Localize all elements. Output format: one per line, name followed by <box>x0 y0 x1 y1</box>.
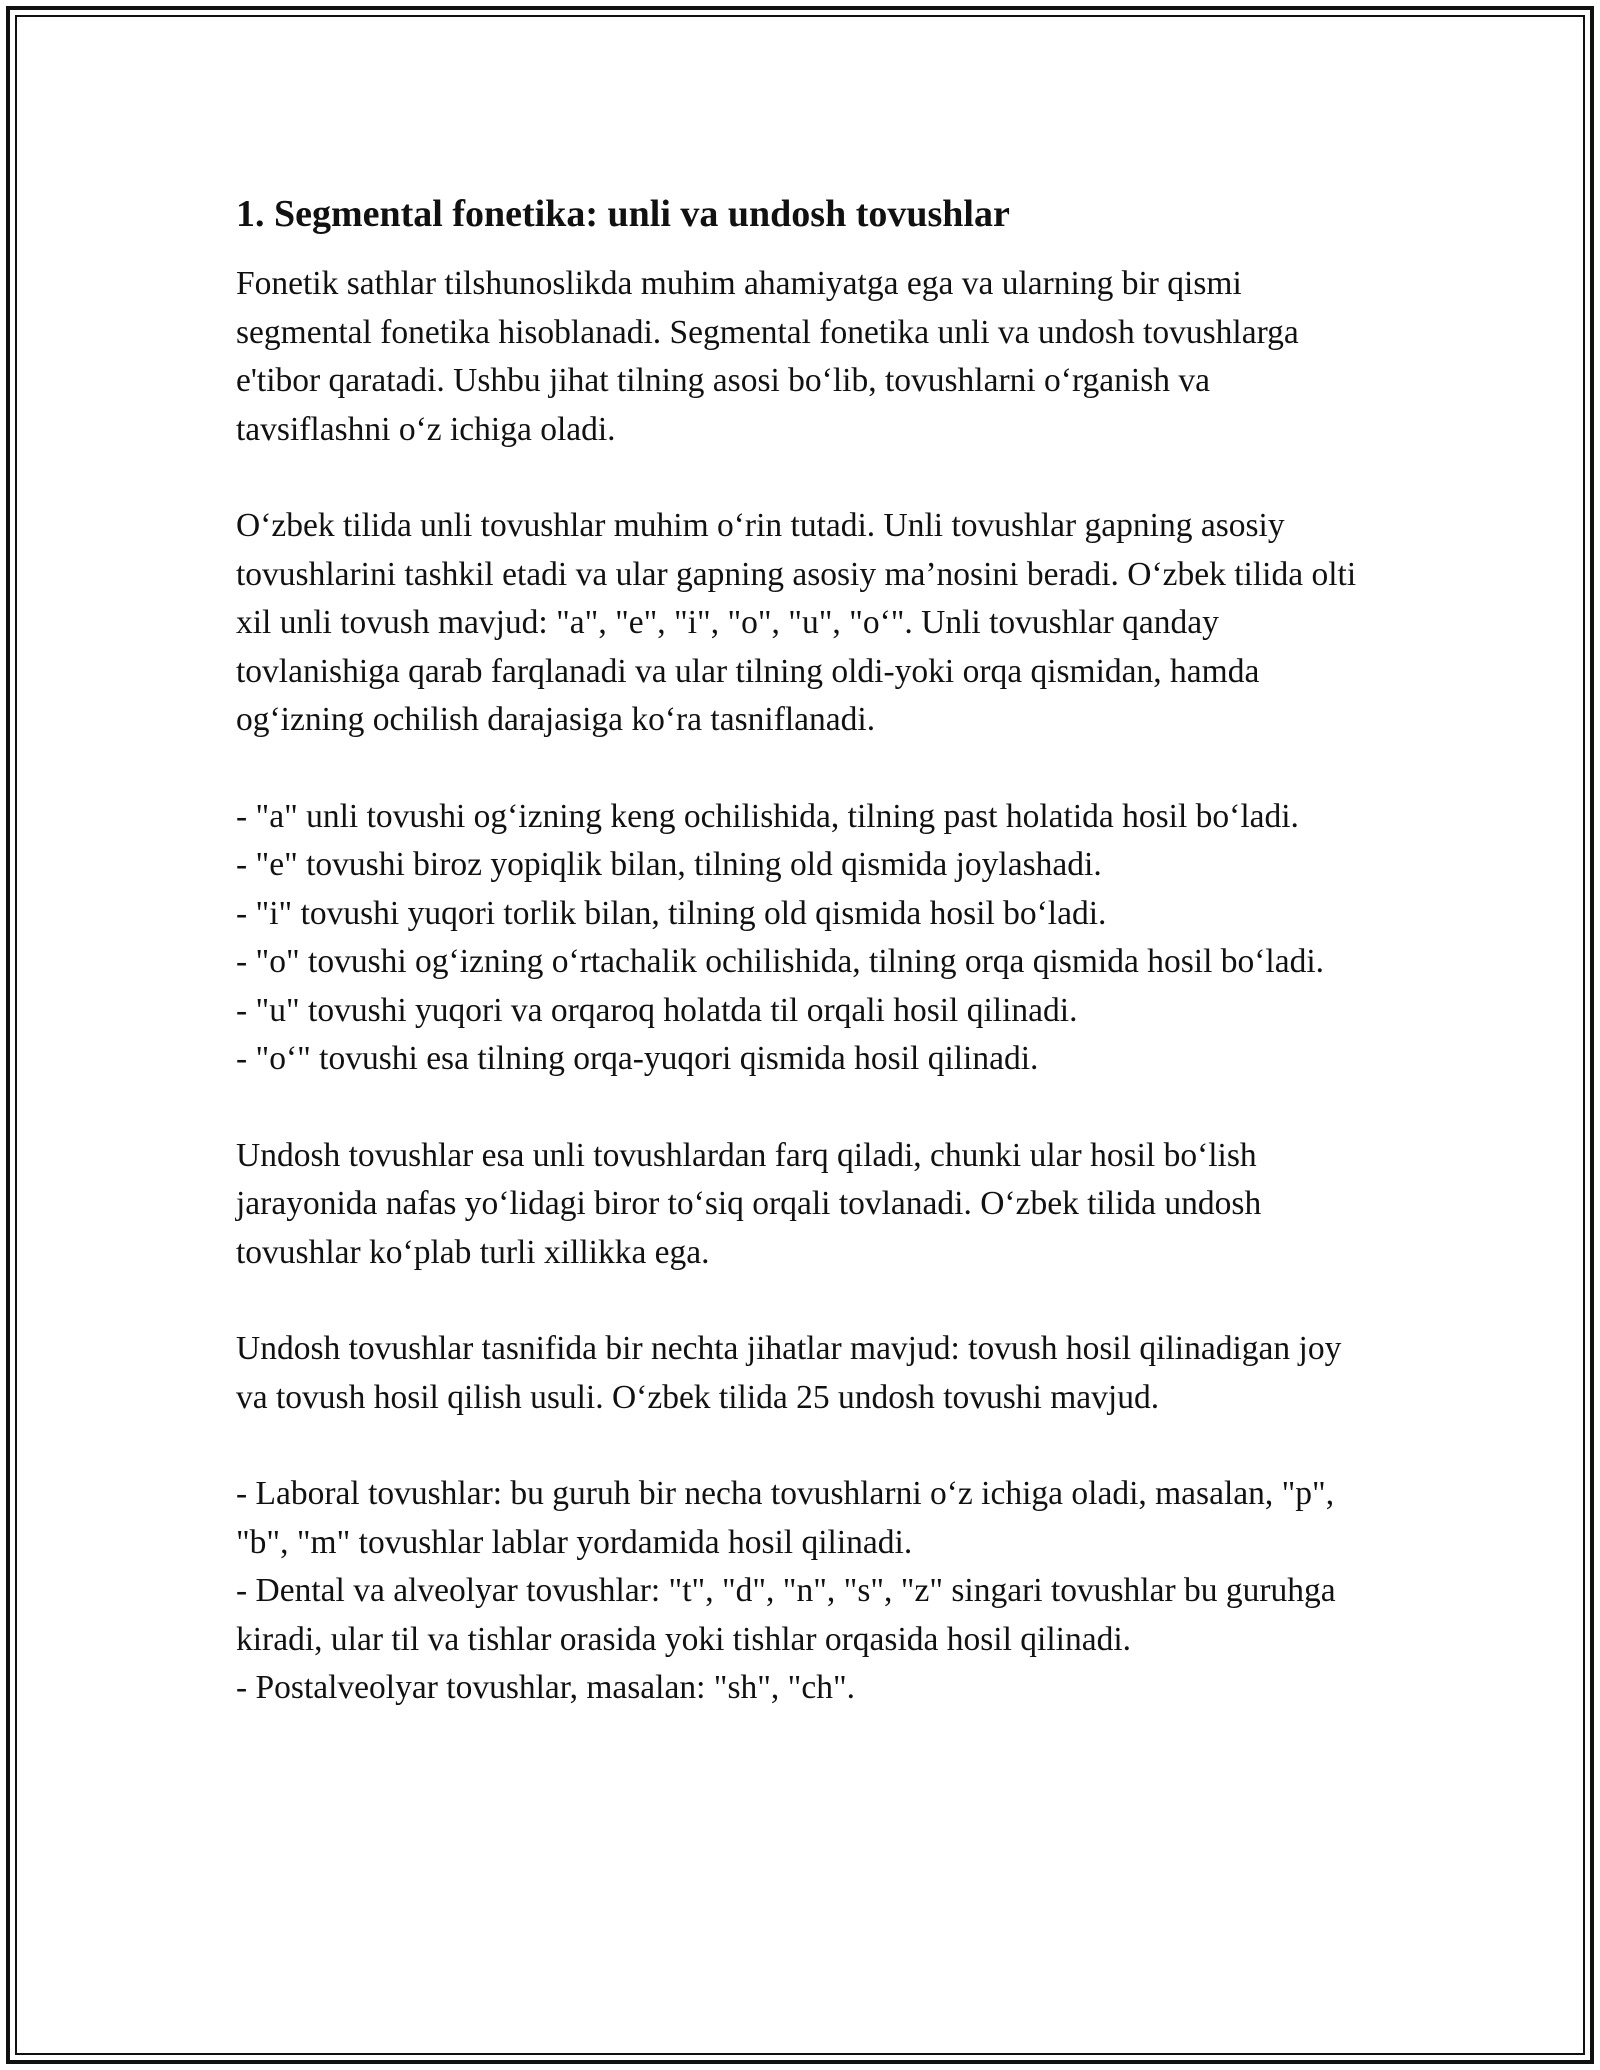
list-consonant-groups: - Laboral tovushlar: bu guruh bir necha tovushlarni o‘z ichiga oladi, masalan, "p", "b", "m" tovushlar lablar yordamida hosil qilinadi. - Dental va alveolyar tovushlar: "t", "d", "n", "s", "z" singari tovushlar bu guruhga kiradi, ular til va tishlar orasida yoki tishlar orqasida hosil qilinadi. - Postalveolyar tovushlar, masalan: "sh", "ch". <box>236 1475 1336 1706</box>
paragraph-consonant-classification: Undosh tovushlar tasnifida bir nechta jihatlar mavjud: tovush hosil qilinadigan joy va tovush hosil qilish usuli. O‘zbek tilida 25 undosh tovushi mavjud. <box>236 1330 1342 1416</box>
section-heading: 1. Segmental fonetika: unli va undosh tovushlar <box>236 193 1010 235</box>
paragraph-intro: Fonetik sathlar tilshunoslikda muhim ahamiyatga ega va ularning bir qismi segmental fonetika hisoblanadi. Segmental fonetika unli va undosh tovushlarga e'tibor qaratadi. Ushbu jihat tilning asosi bo‘lib, tovushlarni o‘rganish va tavsiflashni o‘z ichiga oladi. <box>236 265 1299 448</box>
paragraph-consonants: Undosh tovushlar esa unli tovushlardan farq qiladi, chunki ular hosil bo‘lish jarayonida nafas yo‘lidagi biror to‘siq orqali tovlanadi. O‘zbek tilida undosh tovushlar ko‘plab turli xillikka ega. <box>236 1136 1262 1271</box>
list-vowel-descriptions: - "a" unli tovushi og‘izning keng ochilishida, tilning past holatida hosil bo‘ladi. - "e" tovushi biroz yopiqlik bilan, tilning old qismida joylashadi. - "i" tovushi yuqori torlik bilan, tilning old qismida hosil bo‘ladi. - "o" tovushi og‘izning o‘rtachalik ochilishida, tilning orqa qismida hosil bo‘ladi. - "u" tovushi yuqori va orqaroq holatda til orqali hosil qilinadi. - "o‘" tovushi esa tilning orqa-yuqori qismida hosil qilinadi. <box>236 797 1325 1077</box>
document-body <box>236 186 1371 1713</box>
paragraph-vowels: O‘zbek tilida unli tovushlar muhim o‘rin tutadi. Unli tovushlar gapning asosiy tovushlarini tashkil etadi va ular gapning asosiy ma’nosini beradi. O‘zbek tilida olti xil unli tovush mavjud: "a", "e", "i", "o", "u", "o‘". Unli tovushlar qanday tovlanishiga qarab farqlanadi va ular tilning oldi-yoki orqa qismidan, hamda og‘izning ochilish darajasiga ko‘ra tasniflanadi. <box>236 507 1357 738</box>
